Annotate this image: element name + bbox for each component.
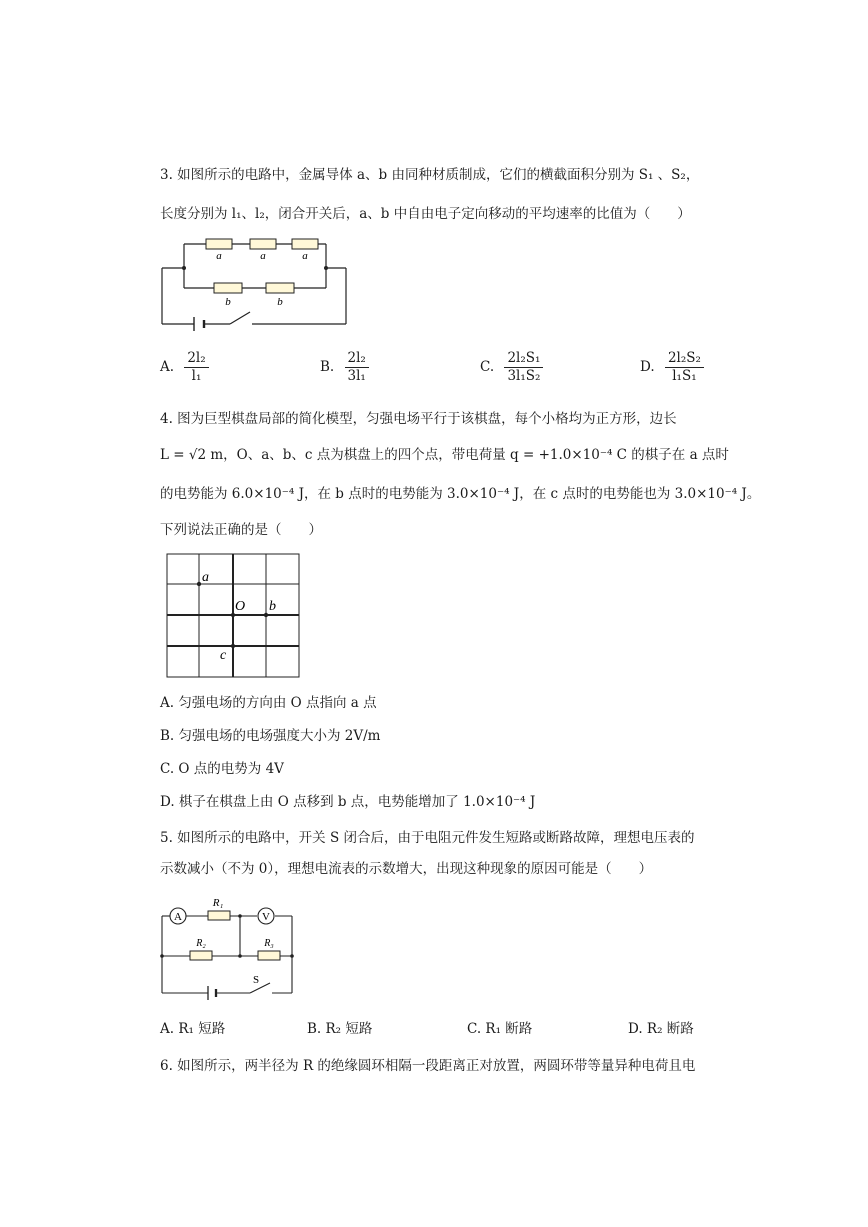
point-b	[264, 613, 268, 617]
point-a	[197, 582, 201, 586]
label-O: O	[235, 599, 246, 614]
q5-option-a[interactable]: A. R₁ 短路	[160, 1021, 226, 1037]
label-switch: S	[252, 974, 260, 986]
label-a-2: a	[260, 250, 266, 262]
q4-text-line1: 4. 图为巨型棋盘局部的简化模型，匀强电场平行于该棋盘，每个小格均为正方形，边长	[160, 411, 677, 427]
resistor-r3	[258, 951, 280, 960]
voltmeter-label: V	[262, 911, 270, 923]
resistor-b-1	[214, 283, 242, 293]
q3-option-b-fraction: $\frac{\text{2l₂}}{\text{3l₁}}$	[345, 350, 369, 385]
junction-top	[238, 914, 242, 918]
q4-option-d[interactable]: D. 棋子在棋盘上由 O 点移到 b 点，电势能增加了 1.0×10⁻⁴ J	[160, 794, 536, 810]
label-b-1: b	[225, 296, 231, 308]
q3-circuit-diagram	[158, 232, 353, 332]
label-r2: R₂	[196, 938, 206, 949]
q3-option-a[interactable]: A. $\frac{\text{2l₂}}{\text{l₁}}$	[160, 350, 209, 385]
q3-option-d[interactable]: D. $\frac{\text{2l₂S₂}}{\text{l₁S₁}}$	[640, 350, 704, 385]
resistor-a-1	[206, 239, 232, 249]
resistor-r1	[208, 911, 230, 920]
junction-middle	[238, 954, 242, 958]
junction-left	[160, 954, 164, 958]
q4-text-line4: 下列说法正确的是（ ）	[160, 522, 322, 538]
label-b-2: b	[277, 296, 283, 308]
point-c	[231, 644, 235, 648]
q6-text-line1: 6. 如图所示，两半径为 R 的绝缘圆环相隔一段距离正对放置，两圆环带等量异种电荷且电	[160, 1058, 696, 1074]
q3-option-c[interactable]: C. $\frac{\text{2l₂S₁}}{\text{3l₁S₂}}$	[480, 350, 543, 385]
q3-text-line2: 长度分别为 l₁、l₂，闭合开关后，a、b 中自由电子定向移动的平均速率的比值为（ ）	[160, 206, 691, 222]
q4-chessboard-grid	[163, 550, 303, 680]
q4-option-b[interactable]: B. 匀强电场的电场强度大小为 2V/m	[160, 728, 381, 744]
label-r3: R₃	[264, 938, 274, 949]
q3-option-c-fraction: $\frac{\text{2l₂S₁}}{\text{3l₁S₂}}$	[504, 350, 543, 385]
label-a: a	[202, 570, 209, 585]
ammeter-label: A	[174, 911, 182, 923]
q5-text-line1: 5. 如图所示的电路中，开关 S 闭合后，由于电阻元件发生短路或断路故障，理想电压表的	[160, 830, 695, 846]
label-b: b	[269, 599, 276, 614]
q5-option-b[interactable]: B. R₂ 短路	[307, 1021, 373, 1037]
junction-right	[324, 266, 328, 270]
q5-circuit-diagram	[158, 890, 298, 1000]
label-a-3: a	[302, 250, 308, 262]
q5-text-line2: 示数减小（不为 0），理想电流表的示数增大，出现这种现象的原因可能是（ ）	[160, 861, 653, 877]
junction-left	[182, 266, 186, 270]
q4-text-line2: L = √2 m，O、a、b、c 点为棋盘上的四个点，带电荷量 q = +1.0×10⁻⁴ C 的棋子在 a 点时	[160, 447, 729, 463]
q5-option-d[interactable]: D. R₂ 断路	[628, 1021, 694, 1037]
resistor-a-2	[250, 239, 276, 249]
label-c: c	[220, 648, 227, 663]
junction-right	[290, 954, 294, 958]
q3-option-d-fraction: $\frac{\text{2l₂S₂}}{\text{l₁S₁}}$	[665, 350, 704, 385]
label-r1: R₁	[212, 897, 224, 909]
q3-option-b[interactable]: B. $\frac{\text{2l₂}}{\text{3l₁}}$	[320, 350, 369, 385]
q4-option-c[interactable]: C. O 点的电势为 4V	[160, 761, 284, 777]
q3-text-line1: 3. 如图所示的电路中，金属导体 a、b 由同种材质制成，它们的横截面积分别为 S₁ 、S₂，	[160, 167, 700, 183]
q3-option-a-fraction: $\frac{\text{2l₂}}{\text{l₁}}$	[184, 350, 208, 385]
resistor-r2	[190, 951, 212, 960]
q4-text-line3: 的电势能为 6.0×10⁻⁴ J，在 b 点时的电势能为 3.0×10⁻⁴ J，在 c 点时的电势能也为 3.0×10⁻⁴ J。	[160, 486, 761, 502]
q5-option-c[interactable]: C. R₁ 断路	[467, 1021, 533, 1037]
resistor-b-2	[266, 283, 294, 293]
q4-option-a[interactable]: A. 匀强电场的方向由 O 点指向 a 点	[160, 695, 377, 711]
label-a-1: a	[216, 250, 222, 262]
resistor-a-3	[292, 239, 318, 249]
